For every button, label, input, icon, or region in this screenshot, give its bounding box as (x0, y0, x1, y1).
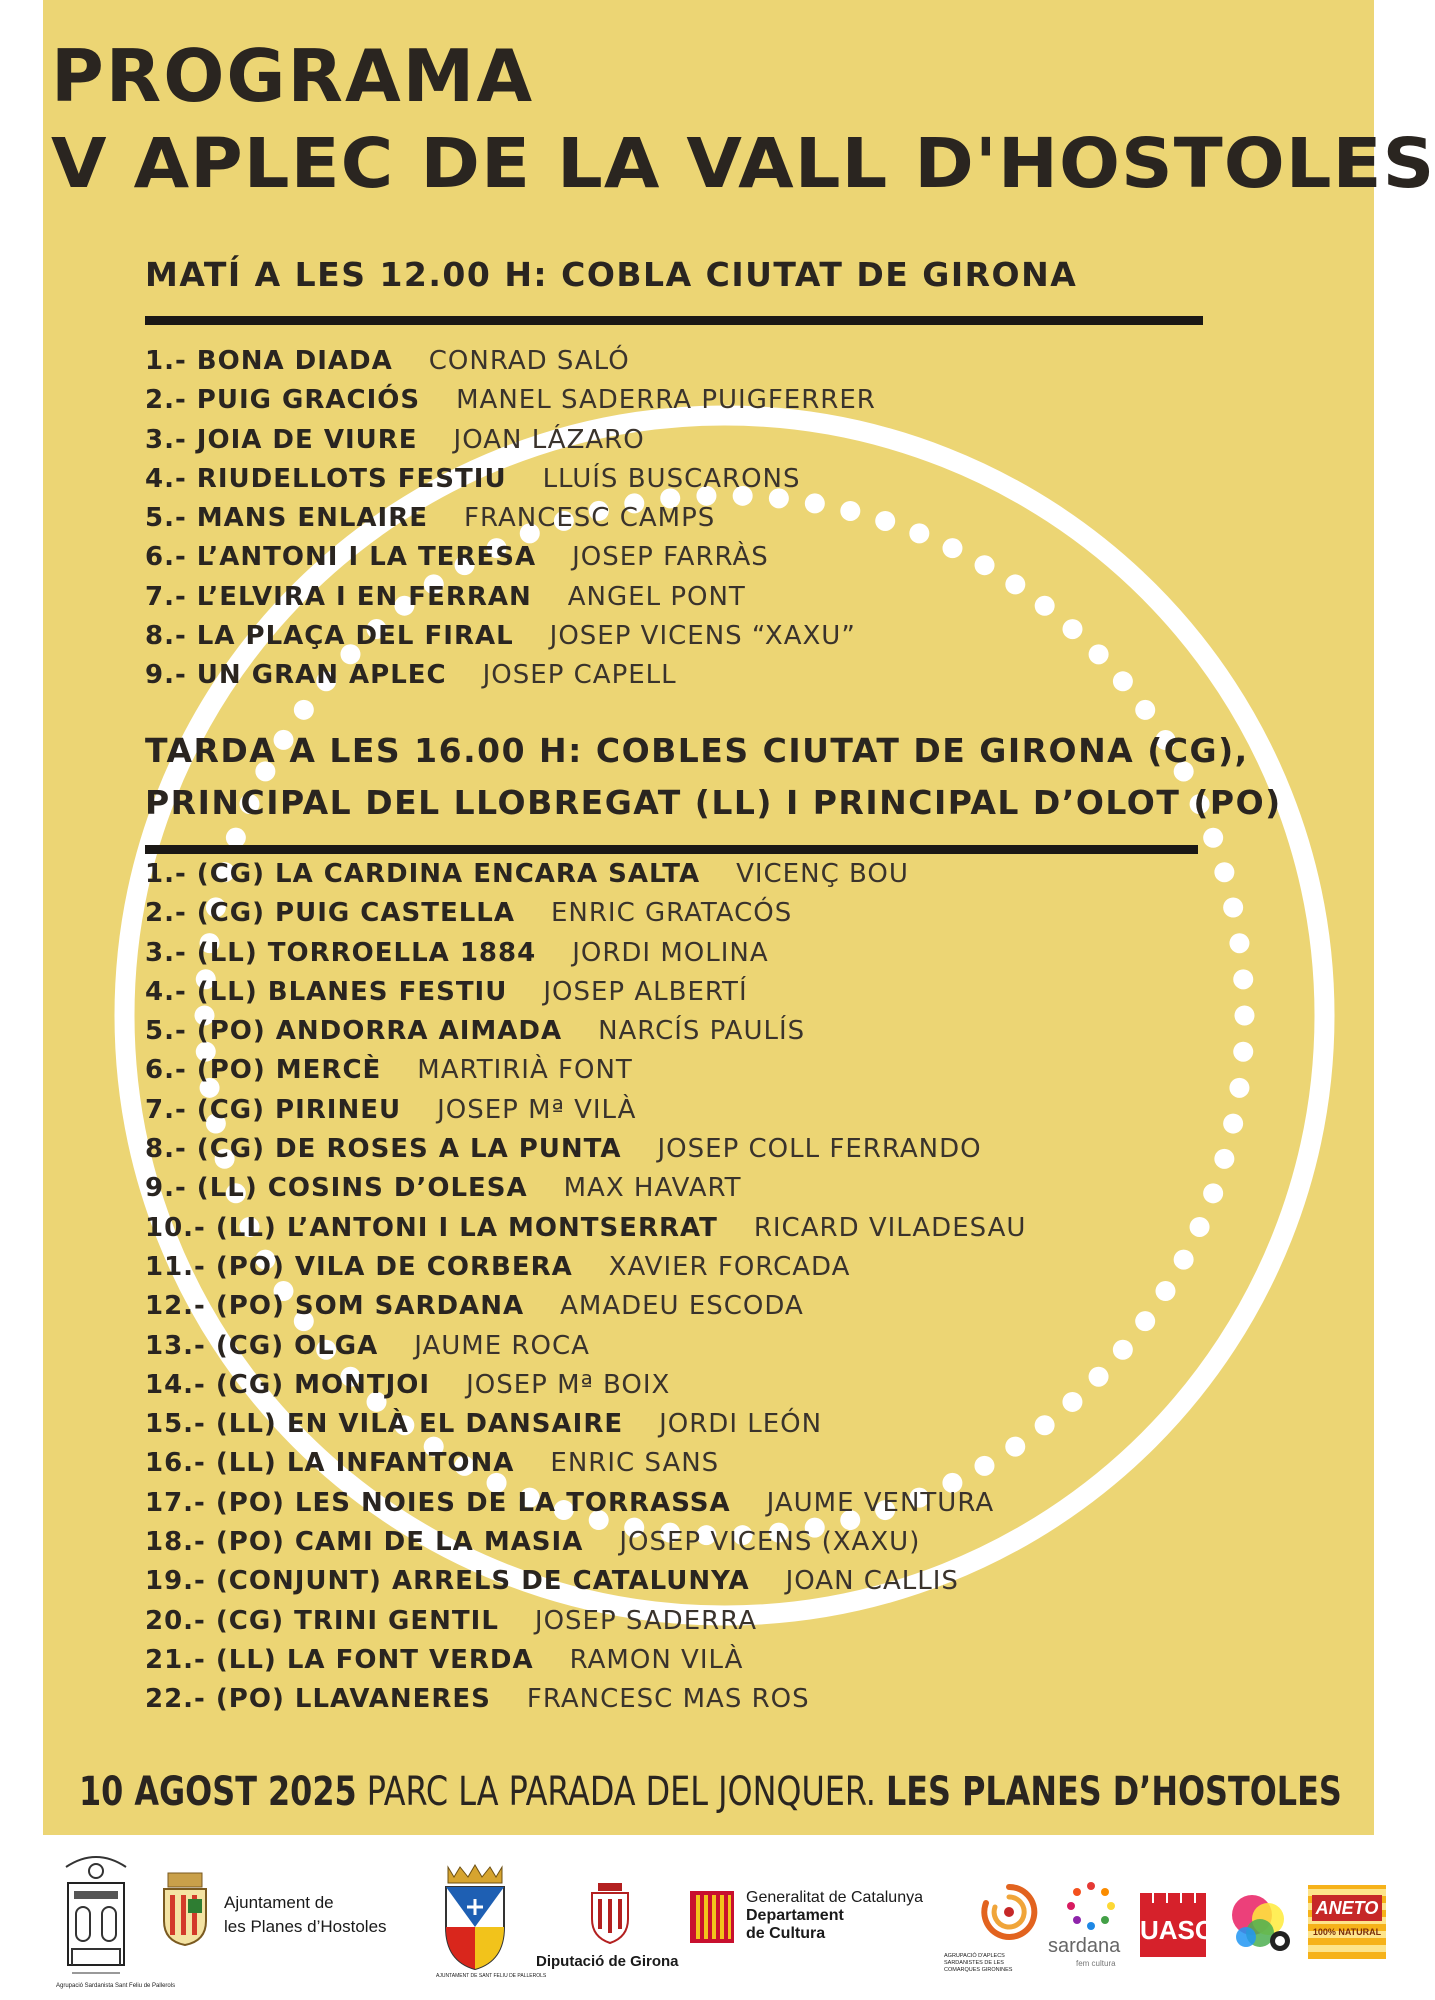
generalitat-label-line2: Departament (746, 1907, 844, 1924)
program-item (145, 1287, 1026, 1326)
sardana-title: 13.- (CG) OLGA (145, 1330, 379, 1361)
program-item (145, 934, 1026, 973)
sardana-logo (1044, 1881, 1134, 1981)
composer-name: FRANCESC MAS ROS (526, 1684, 810, 1715)
program-item (145, 1680, 1026, 1719)
sardana-title: 7.- (CG) PIRINEU (145, 1094, 402, 1125)
colorful-figure-logo (1222, 1885, 1302, 1965)
sardana-title: 9.- (LL) COSINS D’OLESA (145, 1173, 528, 1204)
composer-name: XAVIER FORCADA (608, 1251, 851, 1282)
sardana-title: 8.- (CG) DE ROSES A LA PUNTA (145, 1134, 622, 1165)
composer-name: CONRAD SALÓ (428, 346, 630, 376)
ajuntament-sant-feliu-label: AJUNTAMENT DE SANT FELIU DE PALLEROLS (436, 1973, 547, 1979)
program-item (145, 855, 1026, 894)
program-item (145, 460, 876, 499)
program-item (145, 342, 876, 381)
aneto-label: ANETO (1312, 1895, 1382, 1921)
program-item (145, 1130, 1026, 1169)
program-item (145, 1169, 1026, 1208)
sardana-title: 1.- BONA DIADA (145, 346, 393, 376)
agrupacio-sardanista-logo (56, 1845, 176, 1990)
ajuntament-sant-feliu-logo (436, 1863, 547, 1988)
afternoon-program-list (145, 855, 1026, 1720)
sardana-title: 16.- (LL) LA INFANTONA (145, 1448, 515, 1479)
ajuntament-planes-logo (160, 1873, 420, 1953)
sardana-title: 2.- PUIG GRACIÓS (145, 385, 421, 416)
program-item (145, 1405, 1026, 1444)
composer-name: MARTIRIÀ FONT (417, 1055, 633, 1086)
composer-name: RICARD VILADESAU (753, 1212, 1027, 1243)
generalitat-logo (690, 1889, 955, 1959)
sardana-title: 14.- (CG) MONTJOI (145, 1369, 431, 1400)
agrupacio-aplecs-label: AGRUPACIÓ D'APLECS SARDANISTES DE LES COMARQUES GIRONINES (944, 1953, 1013, 1973)
poster (43, 0, 1435, 1835)
composer-name: JOAN CALLIS (785, 1566, 959, 1597)
sardana-title: 3.- (LL) TORROELLA 1884 (145, 937, 537, 968)
planes-coat-of-arms-icon (160, 1873, 210, 1945)
afternoon-heading-line2: PRINCIPAL DEL LLOBREGAT (LL) I PRINCIPAL D’OLOT (PO) (145, 783, 1282, 822)
program-item (145, 1523, 1026, 1562)
program-item (145, 1444, 1026, 1483)
event-date: 10 AGOST 2025 (79, 1769, 357, 1815)
program-item (145, 1484, 1026, 1523)
program-item (145, 538, 876, 577)
sardana-title: 20.- (CG) TRINI GENTIL (145, 1605, 499, 1636)
program-item (145, 656, 876, 695)
composer-name: JAUME VENTURA (766, 1487, 995, 1518)
program-item (145, 1091, 1026, 1130)
morning-heading: MATÍ A LES 12.00 H: COBLA CIUTAT DE GIRONA (145, 255, 1078, 294)
composer-name: JOSEP SADERRA (534, 1605, 757, 1636)
sardana-title: 18.- (PO) CAMI DE LA MASIA (145, 1527, 584, 1558)
program-item (145, 973, 1026, 1012)
ajuntament-label-line1: Ajuntament de (224, 1893, 334, 1912)
sardana-title: 19.- (CONJUNT) ARRELS DE CATALUNYA (145, 1566, 750, 1597)
event-venue: PARC LA PARADA DEL JONQUER. (366, 1769, 876, 1815)
sardana-title: 15.- (LL) EN VILÀ EL DANSAIRE (145, 1409, 624, 1440)
morning-divider (145, 316, 1203, 325)
sardana-title: 17.- (PO) LES NOIES DE LA TORRASSA (145, 1487, 731, 1518)
composer-name: ENRIC GRATACÓS (550, 898, 793, 929)
morning-program-list (145, 342, 876, 696)
program-item (145, 1012, 1026, 1051)
program-item (145, 1562, 1026, 1601)
ajuntament-label-line2: les Planes d’Hostoles (224, 1917, 387, 1936)
sardana-title: 10.- (LL) L’ANTONI I LA MONTSERRAT (145, 1212, 718, 1243)
sardana-title: 4.- RIUDELLOTS FESTIU (145, 463, 507, 494)
composer-name: JOSEP ALBERTÍ (543, 976, 748, 1007)
afternoon-divider (145, 845, 1198, 854)
program-item (145, 1602, 1026, 1641)
composer-name: ANGEL PONT (567, 581, 746, 612)
sardana-title: 11.- (PO) VILA DE CORBERA (145, 1251, 573, 1282)
afternoon-heading-line1: TARDA A LES 16.00 H: COBLES CIUTAT DE GIRONA (CG), (145, 731, 1249, 770)
sardana-title: 5.- MANS ENLAIRE (145, 503, 429, 534)
sardana-title: 9.- UN GRAN APLEC (145, 660, 447, 691)
sardana-title: 6.- (PO) MERCÈ (145, 1055, 382, 1086)
sardana-title: 1.- (CG) LA CARDINA ENCARA SALTA (145, 859, 701, 889)
aneto-logo (1308, 1885, 1386, 1959)
composer-name: FRANCESC CAMPS (464, 503, 716, 534)
composer-name: MANEL SADERRA PUIGFERRER (456, 385, 876, 416)
program-item (145, 894, 1026, 933)
composer-name: NARCÍS PAULÍS (598, 1016, 806, 1047)
program-item (145, 1366, 1026, 1405)
composer-name: JOSEP VICENS (XAXU) (619, 1527, 921, 1558)
composer-name: JOAN LÁZARO (453, 424, 645, 455)
diputacio-emblem-icon (588, 1883, 632, 1945)
composer-name: JOSEP COLL FERRANDO (657, 1134, 982, 1165)
uasc-label: UASC (1140, 1903, 1206, 1957)
composer-name: MAX HAVART (563, 1173, 742, 1204)
sardana-title: 21.- (LL) LA FONT VERDA (145, 1644, 534, 1675)
composer-name: JOSEP CAPELL (482, 660, 677, 691)
composer-name: JORDI LEÓN (659, 1409, 823, 1440)
colorful-figure-icon (1222, 1885, 1302, 1965)
sponsor-logos-bar (0, 1835, 1414, 2000)
composer-name: JAUME ROCA (414, 1330, 590, 1361)
sardana-tagline: fem cultura (1076, 1959, 1116, 1968)
poster-title: PROGRAMA (51, 34, 535, 118)
event-town: LES PLANES D’HOSTOLES (885, 1769, 1342, 1815)
sardana-title: 5.- (PO) ANDORRA AIMADA (145, 1016, 563, 1047)
aplecs-swirl-icon (978, 1881, 1040, 1943)
program-item (145, 1641, 1026, 1680)
uasc-logo (1140, 1893, 1214, 1957)
diputacio-label: Diputació de Girona (536, 1953, 679, 1970)
composer-name: LLUÍS BUSCARONS (542, 463, 801, 494)
composer-name: AMADEU ESCODA (560, 1291, 804, 1322)
sardana-circle-of-dancers-icon (1066, 1881, 1116, 1931)
sardana-title: 22.- (PO) LLAVANERES (145, 1684, 491, 1715)
program-item (145, 1248, 1026, 1287)
poster-subtitle: V APLEC DE LA VALL D'HOSTOLES (51, 124, 1435, 204)
composer-name: JOSEP VICENS “XAXU” (549, 621, 856, 652)
generalitat-label-line1: Generalitat de Catalunya (746, 1889, 923, 1906)
composer-name: VICENÇ BOU (736, 859, 909, 889)
composer-name: JORDI MOLINA (572, 937, 769, 968)
generalitat-label-line3: de Cultura (746, 1925, 826, 1942)
program-item (145, 1051, 1026, 1090)
composer-name: JOSEP Mª VILÀ (437, 1094, 637, 1125)
agrupacio-aplecs-logo (944, 1881, 1034, 1991)
composer-name: ENRIC SANS (550, 1448, 720, 1479)
composer-name: RAMON VILÀ (569, 1644, 744, 1675)
sardana-label: sardana (1048, 1935, 1121, 1957)
agrupacio-sardanista-emblem (60, 1845, 132, 1990)
sardana-title: 3.- JOIA DE VIURE (145, 424, 418, 455)
sardana-title: 4.- (LL) BLANES FESTIU (145, 976, 508, 1007)
program-item (145, 1209, 1026, 1248)
program-item (145, 499, 876, 538)
sardana-title: 12.- (PO) SOM SARDANA (145, 1291, 525, 1322)
sardana-title: 7.- L’ELVIRA I EN FERRAN (145, 581, 532, 612)
generalitat-emblem-icon (690, 1891, 734, 1943)
aneto-tagline: 100% NATURAL (1312, 1927, 1382, 1937)
sant-feliu-coat-of-arms-icon (440, 1863, 510, 1973)
sardana-title: 8.- LA PLAÇA DEL FIRAL (145, 621, 514, 652)
uasc-stripes (1140, 1893, 1206, 1903)
event-date-location (79, 1769, 1342, 1815)
composer-name: JOSEP FARRÀS (572, 542, 769, 573)
agrupacio-sardanista-label: Agrupació Sardanista Sant Feliu de Pallerols (56, 1983, 176, 1989)
program-item (145, 381, 876, 420)
composer-name: JOSEP Mª BOIX (466, 1369, 671, 1400)
program-item (145, 617, 876, 656)
program-item (145, 421, 876, 460)
diputacio-girona-logo (536, 1883, 686, 1978)
sardana-title: 6.- L’ANTONI I LA TERESA (145, 542, 537, 573)
sardana-title: 2.- (CG) PUIG CASTELLA (145, 898, 515, 929)
program-item (145, 1327, 1026, 1366)
program-item (145, 578, 876, 617)
